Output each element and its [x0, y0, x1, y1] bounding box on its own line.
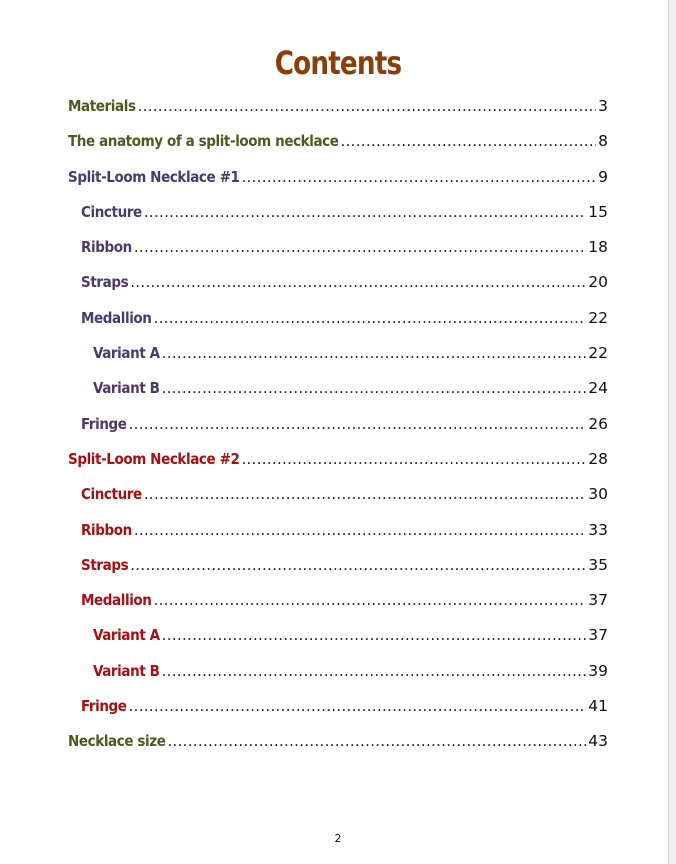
toc-entry-page: 20: [588, 273, 608, 292]
toc-entry-page: 22: [588, 308, 608, 327]
page-number: 2: [334, 832, 342, 845]
toc-entry-label: Materials: [68, 97, 136, 115]
toc-leader-dots: [162, 657, 587, 685]
page-edge: [668, 0, 676, 864]
toc-entry-page: 30: [588, 485, 608, 504]
toc-leader-dots: [162, 621, 587, 649]
toc-entry-n2-medallion[interactable]: [68, 586, 608, 621]
toc-entry-n1-fringe[interactable]: [68, 410, 608, 445]
toc-leader-dots: [341, 127, 597, 155]
toc-entry-page: 28: [588, 449, 608, 468]
toc-entry-label: Split-Loom Necklace #1: [68, 167, 240, 186]
toc-entry-page: 3: [598, 97, 608, 115]
toc-entry-necklace-1[interactable]: [68, 163, 608, 198]
toc-entry-n1-straps[interactable]: [68, 268, 608, 303]
toc-entry-page: 24: [588, 379, 608, 398]
toc-leader-dots: [162, 374, 587, 402]
toc-entry-page: 33: [588, 520, 608, 539]
toc-entry-page: 8: [598, 132, 608, 151]
toc-entry-n1-variant-b[interactable]: [68, 374, 608, 409]
toc-entry-page: 41: [588, 697, 608, 716]
toc-entry-anatomy[interactable]: [68, 127, 608, 162]
toc-entry-page: 18: [588, 238, 608, 257]
toc-entry-label: Cincture: [81, 202, 142, 221]
toc-entry-page: 9: [598, 167, 608, 186]
table-of-contents: [68, 92, 608, 763]
toc-entry-label: Straps: [81, 555, 129, 574]
toc-entry-page: 15: [588, 202, 608, 221]
toc-leader-dots: [134, 233, 586, 261]
toc-leader-dots: [144, 480, 586, 508]
toc-entry-page: 37: [588, 591, 608, 610]
toc-entry-label: Fringe: [81, 414, 127, 433]
toc-entry-n2-fringe[interactable]: [68, 692, 608, 727]
toc-entry-label: Medallion: [81, 591, 152, 610]
toc-entry-n1-variant-a[interactable]: [68, 339, 608, 374]
toc-entry-label: Variant A: [93, 344, 160, 363]
toc-leader-dots: [241, 163, 596, 191]
toc-entry-n2-variant-a[interactable]: [68, 621, 608, 656]
toc-entry-label: Necklace size: [68, 732, 166, 751]
toc-leader-dots: [241, 445, 586, 473]
toc-entry-page: 22: [588, 344, 608, 363]
toc-entry-label: Variant B: [93, 661, 160, 680]
toc-leader-dots: [134, 516, 586, 544]
toc-leader-dots: [154, 586, 587, 614]
toc-entry-label: Ribbon: [81, 520, 132, 539]
toc-entry-label: Split-Loom Necklace #2: [68, 449, 240, 468]
toc-entry-page: 35: [588, 555, 608, 574]
toc-entry-n2-cincture[interactable]: [68, 480, 608, 515]
page-title: Contents: [274, 44, 402, 82]
toc-leader-dots: [130, 268, 586, 296]
toc-leader-dots: [138, 92, 597, 120]
toc-entry-page: 39: [588, 661, 608, 680]
toc-entry-page: 37: [588, 626, 608, 645]
toc-entry-n1-ribbon[interactable]: [68, 233, 608, 268]
toc-entry-label: Medallion: [81, 308, 152, 327]
toc-entry-necklace-size[interactable]: [68, 727, 608, 762]
toc-leader-dots: [130, 551, 586, 579]
toc-entry-n2-variant-b[interactable]: [68, 657, 608, 692]
toc-entry-label: Fringe: [81, 697, 127, 716]
toc-entry-materials[interactable]: [68, 92, 608, 127]
toc-entry-label: Variant B: [93, 379, 160, 398]
toc-entry-n2-straps[interactable]: [68, 551, 608, 586]
toc-leader-dots: [144, 198, 586, 226]
toc-leader-dots: [129, 410, 587, 438]
toc-leader-dots: [167, 727, 586, 755]
toc-entry-label: Variant A: [93, 626, 160, 645]
toc-entry-n1-medallion[interactable]: [68, 304, 608, 339]
toc-leader-dots: [154, 304, 587, 332]
toc-entry-n2-ribbon[interactable]: [68, 516, 608, 551]
toc-entry-label: Straps: [81, 273, 129, 292]
toc-entry-page: 43: [588, 732, 608, 751]
toc-leader-dots: [162, 339, 587, 367]
toc-entry-label: Ribbon: [81, 238, 132, 257]
toc-entry-n1-cincture[interactable]: [68, 198, 608, 233]
toc-leader-dots: [129, 692, 587, 720]
toc-entry-page: 26: [588, 414, 608, 433]
toc-entry-label: Cincture: [81, 485, 142, 504]
toc-entry-necklace-2[interactable]: [68, 445, 608, 480]
toc-entry-label: The anatomy of a split-loom necklace: [68, 132, 339, 151]
